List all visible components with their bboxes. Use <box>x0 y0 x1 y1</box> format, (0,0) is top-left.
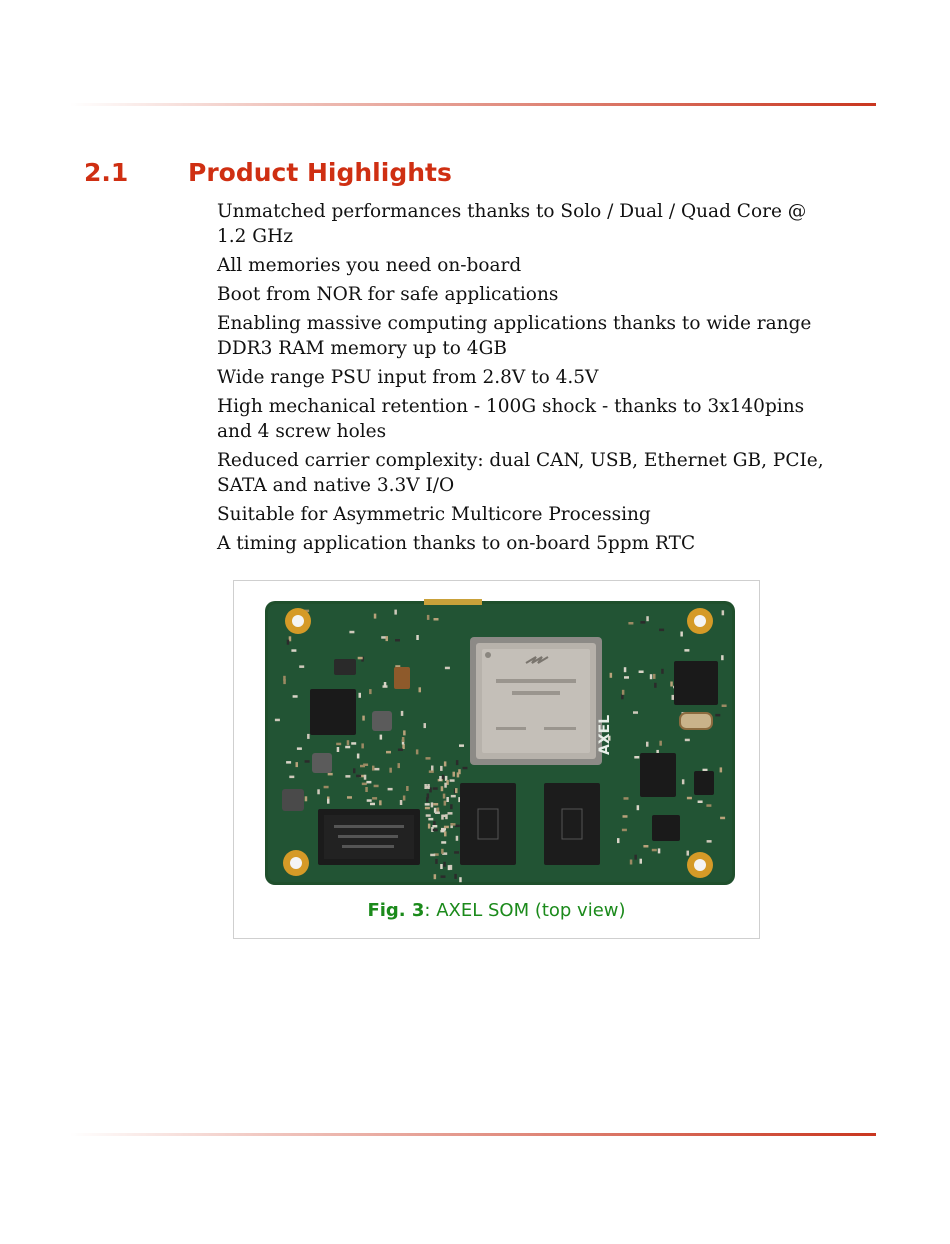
ram-chip <box>460 783 516 865</box>
highlight-item: A timing application thanks to on-board 5ppm RTC <box>217 533 696 554</box>
pmic-chip <box>310 689 356 735</box>
board-silkscreen-label: AXEL <box>597 714 613 755</box>
figure <box>233 580 760 939</box>
inductor <box>372 711 392 731</box>
section-number: 2.1 <box>84 158 129 187</box>
capacitor <box>394 667 410 689</box>
cpu-chip <box>470 637 602 765</box>
rtc-crystal <box>680 713 712 729</box>
ic-chip <box>640 753 676 797</box>
mounting-hole <box>283 850 309 876</box>
ic-chip <box>652 815 680 841</box>
header-rule <box>70 103 876 106</box>
highlight-item: Boot from NOR for safe applications <box>217 284 559 305</box>
figure-caption-text: : AXEL SOM (top view) <box>424 900 626 921</box>
highlight-item: Suitable for Asymmetric Multicore Processing <box>217 504 651 525</box>
nor-flash-chip <box>318 809 420 865</box>
ram-chip <box>544 783 600 865</box>
highlight-item: High mechanical retention - 100G shock - thanks to 3x140pins and 4 screw holes <box>217 396 805 442</box>
som-board-image <box>264 599 736 887</box>
highlight-item: Enabling massive computing applications thanks to wide range DDR3 RAM memory up to 4GB <box>217 313 812 359</box>
highlights-list <box>217 199 827 560</box>
highlight-item: Wide range PSU input from 2.8V to 4.5V <box>217 367 599 388</box>
highlight-item: Unmatched performances thanks to Solo / Dual / Quad Core @ 1.2 GHz <box>217 201 807 247</box>
mounting-hole <box>687 608 713 634</box>
highlight-item: Reduced carrier complexity: dual CAN, USB, Ethernet GB, PCIe, SATA and native 3.3V I/O <box>217 450 824 496</box>
figure-caption <box>234 900 759 921</box>
inductor <box>312 753 332 773</box>
section-heading <box>84 158 452 187</box>
section-title: Product Highlights <box>188 158 452 187</box>
ethernet-phy-chip <box>674 661 718 705</box>
mounting-hole <box>285 608 311 634</box>
inductor <box>334 659 356 675</box>
highlight-item: All memories you need on-board <box>217 255 522 276</box>
figure-label: Fig. 3 <box>367 900 425 921</box>
ic-chip <box>694 771 714 795</box>
inductor <box>282 789 304 811</box>
mounting-hole <box>687 852 713 878</box>
footer-rule <box>70 1133 876 1136</box>
